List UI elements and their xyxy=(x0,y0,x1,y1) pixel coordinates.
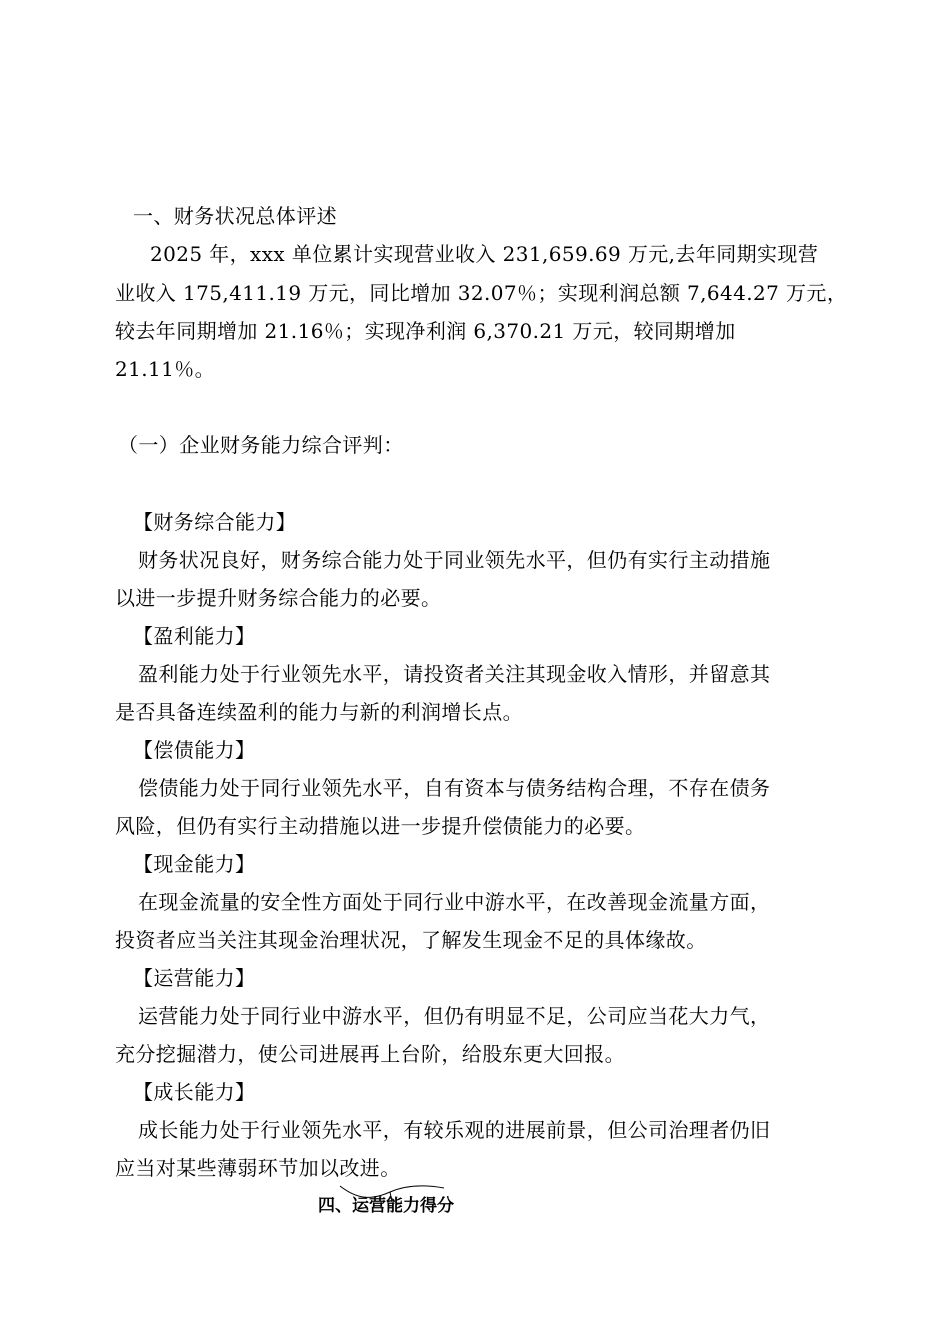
ability-text-line: 投资者应当关注其现金治理状况，了解发生现金不足的具体缘故。 xyxy=(115,928,707,952)
ability-heading-profitability: 【盈利能力】 xyxy=(133,624,256,648)
summary-line-3: 较去年同期增加 21.16％；实现净利润 6,370.21 万元，较同期增加 xyxy=(115,319,736,343)
ability-text-line: 运营能力处于同行业中游水平，但仍有明显不足，公司应当花大力气， xyxy=(138,1004,771,1028)
ability-heading-growth: 【成长能力】 xyxy=(133,1080,256,1104)
ability-text-line: 成长能力处于行业领先水平，有较乐观的进展前景，但公司治理者仍旧 xyxy=(138,1118,771,1142)
ability-text-line: 是否具备连续盈利的能力与新的利润增长点。 xyxy=(115,700,523,724)
ability-heading-operations: 【运营能力】 xyxy=(133,966,256,990)
ability-text-line: 充分挖掘潜力，使公司进展再上台阶，给股东更大回报。 xyxy=(115,1042,625,1066)
summary-line-4: 21.11％。 xyxy=(115,357,216,381)
ability-text-line: 偿债能力处于同行业领先水平，自有资本与债务结构合理，不存在债务 xyxy=(138,776,771,800)
ability-text-line: 在现金流量的安全性方面处于同行业中游水平，在改善现金流量方面， xyxy=(138,890,771,914)
ability-heading-financial: 【财务综合能力】 xyxy=(133,510,297,534)
ability-heading-solvency: 【偿债能力】 xyxy=(133,738,256,762)
ability-heading-cash: 【现金能力】 xyxy=(133,852,256,876)
summary-line-1: 2025 年，xxx 单位累计实现营业收入 231,659.69 万元,去年同期实现营 xyxy=(150,242,819,266)
ability-text-line: 风险，但仍有实行主动措施以进一步提升偿债能力的必要。 xyxy=(115,814,646,838)
ability-text-line: 以进一步提升财务综合能力的必要。 xyxy=(115,586,442,610)
ability-text-line: 应当对某些薄弱环节加以改进。 xyxy=(115,1156,401,1180)
summary-line-2: 业收入 175,411.19 万元，同比增加 32.07％；实现利润总额 7,644.27 万元， xyxy=(115,281,848,305)
ability-text-line: 财务状况良好，财务综合能力处于同业领先水平，但仍有实行主动措施 xyxy=(138,548,771,572)
ability-text-line: 盈利能力处于行业领先水平，请投资者关注其现金收入情形，并留意其 xyxy=(138,662,771,686)
section-four-title: 四、运营能力得分 xyxy=(318,1196,454,1216)
section-title: 一、财务状况总体评述 xyxy=(133,204,337,228)
subsection-title: （一）企业财务能力综合评判： xyxy=(118,433,404,457)
